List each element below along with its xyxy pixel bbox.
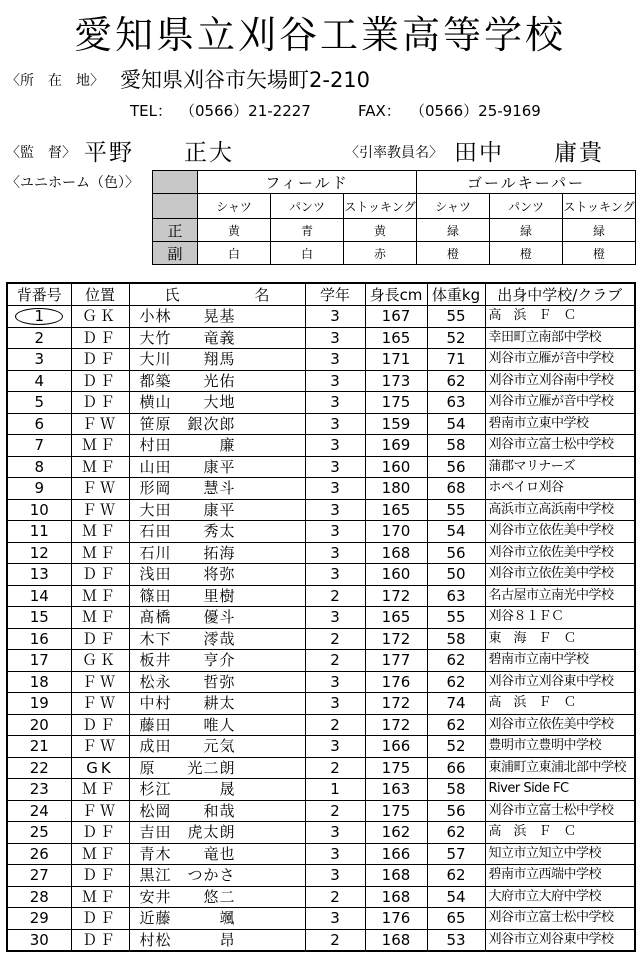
- player-grade: 3: [305, 370, 365, 392]
- table-row: [7, 456, 635, 478]
- player-name: 板井 亨介: [129, 650, 305, 672]
- player-position: ＤＦ: [71, 929, 129, 951]
- table-row: [7, 499, 635, 521]
- player-weight: 54: [427, 886, 485, 908]
- player-position: ＦＷ: [71, 413, 129, 435]
- player-position: ＦＷ: [71, 499, 129, 521]
- player-grade: 2: [305, 714, 365, 736]
- player-grade: 3: [305, 327, 365, 349]
- table-row: [7, 478, 635, 500]
- player-number: 9: [7, 478, 71, 500]
- uniform-color: 橙: [563, 242, 636, 265]
- fax-label: FAX：: [358, 102, 401, 120]
- table-row: [7, 349, 635, 371]
- player-weight: 57: [427, 843, 485, 865]
- roster-body: [7, 306, 635, 952]
- uniform-item-row: [153, 194, 636, 219]
- teacher-name: 田中 庸貴: [454, 140, 604, 166]
- player-height: 165: [365, 607, 427, 629]
- player-position: ＧＫ: [71, 306, 129, 328]
- player-position: ＤＦ: [71, 908, 129, 930]
- player-position: ＭＦ: [71, 521, 129, 543]
- player-position: ＤＦ: [71, 327, 129, 349]
- player-name: 黒江 つかさ: [129, 865, 305, 887]
- director-label: 〈監 督〉: [6, 145, 76, 161]
- player-grade: 3: [305, 478, 365, 500]
- table-row: [7, 521, 635, 543]
- player-grade: 3: [305, 349, 365, 371]
- player-club: 刈谷市立富士松中学校: [485, 800, 635, 822]
- player-weight: 74: [427, 693, 485, 715]
- player-position: ＤＦ: [71, 714, 129, 736]
- player-name: 木下 澪哉: [129, 628, 305, 650]
- player-club: 東浦町立東浦北部中学校: [485, 757, 635, 779]
- player-name: 近藤 颯: [129, 908, 305, 930]
- player-club: 刈谷市立富士松中学校: [485, 435, 635, 457]
- player-height: 173: [365, 370, 427, 392]
- header-weight: 体重kg: [427, 283, 485, 306]
- roster-header-row: [7, 283, 635, 306]
- player-position: ＭＦ: [71, 607, 129, 629]
- player-name: 大竹 竜義: [129, 327, 305, 349]
- player-height: 169: [365, 435, 427, 457]
- player-club: 刈谷市立刈谷東中学校: [485, 671, 635, 693]
- header-number: 背番号: [7, 283, 71, 306]
- table-row: [7, 628, 635, 650]
- player-name: 松永 哲弥: [129, 671, 305, 693]
- player-height: 166: [365, 736, 427, 758]
- player-name: 石田 秀太: [129, 521, 305, 543]
- player-weight: 62: [427, 822, 485, 844]
- player-weight: 63: [427, 585, 485, 607]
- player-name: 山田 康平: [129, 456, 305, 478]
- player-club: 碧南市立東中学校: [485, 413, 635, 435]
- player-weight: 55: [427, 499, 485, 521]
- uniform-table: [152, 170, 636, 265]
- player-name: 小林 晃基: [129, 306, 305, 328]
- player-club: River Side FC: [485, 779, 635, 801]
- player-weight: 54: [427, 521, 485, 543]
- address-label: 〈所 在 地〉: [6, 73, 104, 89]
- table-row: [7, 564, 635, 586]
- player-name: 村松 昂: [129, 929, 305, 951]
- player-name: 村田 廉: [129, 435, 305, 457]
- player-weight: 54: [427, 413, 485, 435]
- player-club: 刈谷市立依佐美中学校: [485, 564, 635, 586]
- player-name: 篠田 里樹: [129, 585, 305, 607]
- player-number: 21: [7, 736, 71, 758]
- player-number: 20: [7, 714, 71, 736]
- uniform-row-label: 正: [153, 219, 198, 242]
- table-row: [7, 370, 635, 392]
- table-row: [7, 779, 635, 801]
- player-number: 2: [7, 327, 71, 349]
- player-club: 刈谷市立依佐美中学校: [485, 542, 635, 564]
- uniform-item: パンツ: [271, 194, 344, 219]
- player-weight: 50: [427, 564, 485, 586]
- player-name: 形岡 慧斗: [129, 478, 305, 500]
- player-name: 松岡 和哉: [129, 800, 305, 822]
- player-height: 171: [365, 349, 427, 371]
- player-weight: 68: [427, 478, 485, 500]
- player-height: 172: [365, 693, 427, 715]
- uniform-item: シャツ: [417, 194, 490, 219]
- player-grade: 3: [305, 564, 365, 586]
- uniform-item: ストッキング: [563, 194, 636, 219]
- player-name: 髙橋 優斗: [129, 607, 305, 629]
- table-row: [7, 843, 635, 865]
- player-grade: 3: [305, 456, 365, 478]
- player-grade: 2: [305, 585, 365, 607]
- player-number: [7, 306, 71, 328]
- table-row: [7, 671, 635, 693]
- uniform-color: 緑: [490, 219, 563, 242]
- player-club: 豊明市立豊明中学校: [485, 736, 635, 758]
- player-number: 24: [7, 800, 71, 822]
- player-height: 176: [365, 908, 427, 930]
- player-number: 26: [7, 843, 71, 865]
- player-weight: 56: [427, 456, 485, 478]
- uniform-group-row: [153, 171, 636, 194]
- player-height: 168: [365, 929, 427, 951]
- uniform-corner-cell: [153, 171, 198, 194]
- table-row: [7, 327, 635, 349]
- uniform-color: 橙: [417, 242, 490, 265]
- player-club: 東 海 Ｆ Ｃ: [485, 628, 635, 650]
- player-position: ＦＷ: [71, 693, 129, 715]
- address-value: 愛知県刈谷市矢場町2-210: [120, 68, 371, 92]
- player-weight: 62: [427, 370, 485, 392]
- uniform-color: 黄: [344, 219, 417, 242]
- player-height: 177: [365, 650, 427, 672]
- player-grade: 3: [305, 908, 365, 930]
- player-number: 25: [7, 822, 71, 844]
- player-height: 172: [365, 628, 427, 650]
- header-name: 氏 名: [129, 283, 305, 306]
- table-row: [7, 542, 635, 564]
- player-grade: 2: [305, 886, 365, 908]
- player-height: 166: [365, 843, 427, 865]
- player-grade: 3: [305, 542, 365, 564]
- uniform-color: 白: [198, 242, 271, 265]
- uniform-item: シャツ: [198, 194, 271, 219]
- player-number: 29: [7, 908, 71, 930]
- player-weight: 62: [427, 714, 485, 736]
- player-club: 刈谷市立依佐美中学校: [485, 714, 635, 736]
- player-position: ＤＦ: [71, 392, 129, 414]
- player-weight: 53: [427, 929, 485, 951]
- uniform-color: 赤: [344, 242, 417, 265]
- player-name: 笹原 銀次郎: [129, 413, 305, 435]
- table-row: [7, 435, 635, 457]
- player-grade: 3: [305, 822, 365, 844]
- player-position: ＭＦ: [71, 779, 129, 801]
- fax-value: （0566）25-9169: [410, 102, 541, 120]
- player-club: 幸田町立南部中学校: [485, 327, 635, 349]
- uniform-primary-row: [153, 219, 636, 242]
- player-grade: 2: [305, 800, 365, 822]
- player-club: 大府市立大府中学校: [485, 886, 635, 908]
- player-position: ＧＫ: [71, 650, 129, 672]
- player-club: 高 浜 Ｆ Ｃ: [485, 306, 635, 328]
- player-weight: 66: [427, 757, 485, 779]
- player-grade: 3: [305, 413, 365, 435]
- player-number: 19: [7, 693, 71, 715]
- header-club: 出身中学校/クラブ: [485, 283, 635, 306]
- uniform-row-label: 副: [153, 242, 198, 265]
- player-number: 8: [7, 456, 71, 478]
- player-club: 知立市立知立中学校: [485, 843, 635, 865]
- table-row: [7, 306, 635, 328]
- player-club: 刈谷市立雁が音中学校: [485, 349, 635, 371]
- uniform-color: 黄: [198, 219, 271, 242]
- player-weight: 55: [427, 607, 485, 629]
- player-grade: 3: [305, 499, 365, 521]
- uniform-item: ストッキング: [344, 194, 417, 219]
- player-number: 27: [7, 865, 71, 887]
- player-position: ＤＦ: [71, 564, 129, 586]
- player-weight: 62: [427, 865, 485, 887]
- teacher-label: 〈引率教員名〉: [345, 145, 443, 161]
- page-title: 愛知県立刈谷工業高等学校: [73, 13, 566, 57]
- table-row: [7, 607, 635, 629]
- player-club: 刈谷市立刈谷南中学校: [485, 370, 635, 392]
- player-height: 172: [365, 585, 427, 607]
- player-grade: 3: [305, 693, 365, 715]
- player-height: 175: [365, 392, 427, 414]
- player-position: ＦＷ: [71, 800, 129, 822]
- table-row: [7, 886, 635, 908]
- player-number: 11: [7, 521, 71, 543]
- player-club: 高 浜 Ｆ Ｃ: [485, 822, 635, 844]
- player-grade: 3: [305, 865, 365, 887]
- player-weight: 58: [427, 779, 485, 801]
- player-grade: 3: [305, 306, 365, 328]
- player-number: 3: [7, 349, 71, 371]
- director-name: 平野 正大: [84, 140, 234, 166]
- player-club: 刈谷市立雁が音中学校: [485, 392, 635, 414]
- player-height: 160: [365, 456, 427, 478]
- player-position: ＦＷ: [71, 736, 129, 758]
- player-grade: 3: [305, 843, 365, 865]
- player-grade: 3: [305, 435, 365, 457]
- uniform-secondary-row: [153, 242, 636, 265]
- player-position: ＭＦ: [71, 456, 129, 478]
- player-name: 青木 竜也: [129, 843, 305, 865]
- table-row: [7, 693, 635, 715]
- table-row: [7, 736, 635, 758]
- player-number: 22: [7, 757, 71, 779]
- table-row: [7, 929, 635, 951]
- player-number: 28: [7, 886, 71, 908]
- player-position: ＤＦ: [71, 349, 129, 371]
- uniform-corner-cell: [153, 194, 198, 219]
- player-weight: 62: [427, 650, 485, 672]
- player-club: 高 浜 Ｆ Ｃ: [485, 693, 635, 715]
- player-name: 安井 悠二: [129, 886, 305, 908]
- player-weight: 65: [427, 908, 485, 930]
- table-row: [7, 757, 635, 779]
- player-club: 高浜市立高浜南中学校: [485, 499, 635, 521]
- player-number: 5: [7, 392, 71, 414]
- player-position: ＤＦ: [71, 370, 129, 392]
- uniform-group-field: フィールド: [198, 171, 417, 194]
- player-grade: 2: [305, 757, 365, 779]
- player-position: ＦＷ: [71, 478, 129, 500]
- tel-value: （0566）21-2227: [180, 102, 311, 120]
- player-height: 172: [365, 714, 427, 736]
- player-name: 吉田 虎太朗: [129, 822, 305, 844]
- player-number: 18: [7, 671, 71, 693]
- uniform-color: 青: [271, 219, 344, 242]
- player-weight: 63: [427, 392, 485, 414]
- table-row: [7, 822, 635, 844]
- player-height: 165: [365, 327, 427, 349]
- player-name: 都築 光佑: [129, 370, 305, 392]
- player-club: 名古屋市立南光中学校: [485, 585, 635, 607]
- captain-mark: 1: [15, 308, 63, 325]
- player-weight: 58: [427, 628, 485, 650]
- table-row: [7, 650, 635, 672]
- roster-table: [6, 282, 636, 952]
- player-height: 168: [365, 865, 427, 887]
- tel-label: TEL：: [130, 102, 172, 120]
- player-height: 168: [365, 542, 427, 564]
- player-grade: 2: [305, 929, 365, 951]
- player-number: 16: [7, 628, 71, 650]
- player-grade: 3: [305, 736, 365, 758]
- player-club: 碧南市立南中学校: [485, 650, 635, 672]
- player-grade: 1: [305, 779, 365, 801]
- player-name: 浅田 将弥: [129, 564, 305, 586]
- player-number: 17: [7, 650, 71, 672]
- player-number: 15: [7, 607, 71, 629]
- player-club: 刈谷８１ＦＣ: [485, 607, 635, 629]
- player-weight: 71: [427, 349, 485, 371]
- table-row: [7, 800, 635, 822]
- uniform-color: 橙: [490, 242, 563, 265]
- uniform-color: 白: [271, 242, 344, 265]
- uniform-group-goalkeeper: ゴールキーパー: [417, 171, 636, 194]
- player-club: ホペイロ刈谷: [485, 478, 635, 500]
- player-position: ＭＦ: [71, 886, 129, 908]
- player-height: 176: [365, 671, 427, 693]
- table-row: [7, 392, 635, 414]
- player-weight: 58: [427, 435, 485, 457]
- player-name: 杉江 晟: [129, 779, 305, 801]
- player-position: ＭＦ: [71, 435, 129, 457]
- player-name: 大川 翔馬: [129, 349, 305, 371]
- player-number: 7: [7, 435, 71, 457]
- player-position: ＤＦ: [71, 822, 129, 844]
- player-name: 横山 大地: [129, 392, 305, 414]
- player-name: 中村 耕太: [129, 693, 305, 715]
- player-height: 163: [365, 779, 427, 801]
- table-row: [7, 714, 635, 736]
- player-name: 成田 元気: [129, 736, 305, 758]
- player-number: 23: [7, 779, 71, 801]
- player-grade: 2: [305, 628, 365, 650]
- player-number: 6: [7, 413, 71, 435]
- player-number: 4: [7, 370, 71, 392]
- player-height: 160: [365, 564, 427, 586]
- player-grade: 3: [305, 521, 365, 543]
- player-height: 175: [365, 800, 427, 822]
- player-club: 刈谷市立刈谷東中学校: [485, 929, 635, 951]
- uniform-item: パンツ: [490, 194, 563, 219]
- player-position: ＦＷ: [71, 671, 129, 693]
- player-position: ＭＦ: [71, 542, 129, 564]
- player-number: 10: [7, 499, 71, 521]
- player-height: 167: [365, 306, 427, 328]
- player-weight: 56: [427, 542, 485, 564]
- player-number: 13: [7, 564, 71, 586]
- header-position: 位置: [71, 283, 129, 306]
- player-weight: 52: [427, 736, 485, 758]
- table-row: [7, 865, 635, 887]
- player-grade: 2: [305, 650, 365, 672]
- player-position: ＤＦ: [71, 628, 129, 650]
- player-height: 159: [365, 413, 427, 435]
- player-height: 170: [365, 521, 427, 543]
- table-row: [7, 908, 635, 930]
- table-row: [7, 585, 635, 607]
- uniform-color: 緑: [417, 219, 490, 242]
- player-position: ＭＦ: [71, 585, 129, 607]
- player-weight: 52: [427, 327, 485, 349]
- player-club: 蒲郡マリナーズ: [485, 456, 635, 478]
- player-position: GK: [71, 757, 129, 779]
- table-row: [7, 413, 635, 435]
- player-weight: 62: [427, 671, 485, 693]
- player-position: ＭＦ: [71, 843, 129, 865]
- header-height: 身長cm: [365, 283, 427, 306]
- player-name: 藤田 唯人: [129, 714, 305, 736]
- player-number: 12: [7, 542, 71, 564]
- uniform-label: 〈ユニホーム（色）〉: [6, 175, 139, 191]
- player-height: 168: [365, 886, 427, 908]
- player-name: 原 光二朗: [129, 757, 305, 779]
- player-club: 碧南市立西端中学校: [485, 865, 635, 887]
- player-weight: 55: [427, 306, 485, 328]
- player-height: 180: [365, 478, 427, 500]
- player-position: ＤＦ: [71, 865, 129, 887]
- player-number: 30: [7, 929, 71, 951]
- player-height: 175: [365, 757, 427, 779]
- player-height: 162: [365, 822, 427, 844]
- player-name: 石川 拓海: [129, 542, 305, 564]
- player-number: 14: [7, 585, 71, 607]
- header-grade: 学年: [305, 283, 365, 306]
- player-club: 刈谷市立依佐美中学校: [485, 521, 635, 543]
- uniform-color: 緑: [563, 219, 636, 242]
- player-grade: 3: [305, 607, 365, 629]
- player-name: 大田 康平: [129, 499, 305, 521]
- player-height: 165: [365, 499, 427, 521]
- player-grade: 3: [305, 392, 365, 414]
- player-club: 刈谷市立富士松中学校: [485, 908, 635, 930]
- player-grade: 3: [305, 671, 365, 693]
- player-weight: 56: [427, 800, 485, 822]
